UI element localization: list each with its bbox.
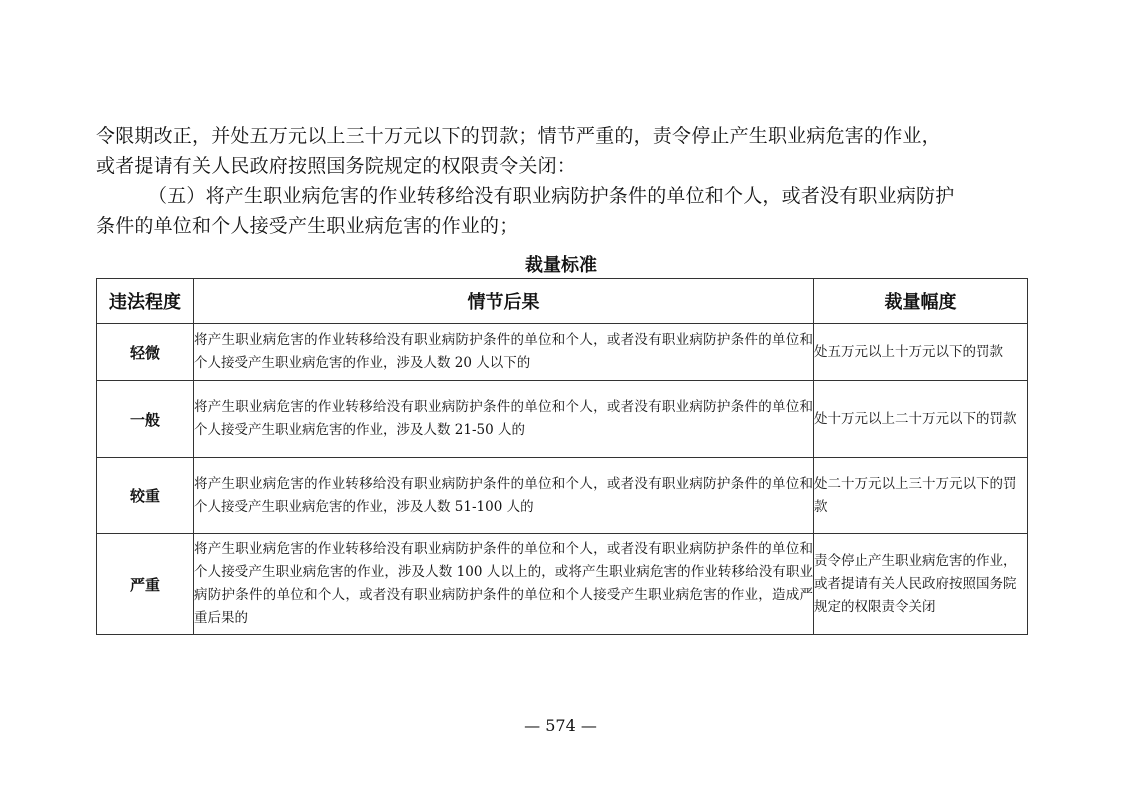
row-penalty: 处二十万元以上三十万元以下的罚款 [814, 458, 1028, 534]
table-title: 裁量标准 [525, 255, 597, 276]
row-penalty: 处五万元以上十万元以下的罚款 [814, 324, 1028, 381]
row-description: 将产生职业病危害的作业转移给没有职业病防护条件的单位和个人，或者没有职业病防护条件的单位和个人接受产生职业病危害的作业，涉及人数 20 人以下的 [194, 324, 814, 381]
table-row [97, 381, 1028, 458]
header-penalty-range: 裁量幅度 [814, 279, 1028, 324]
paragraph-2 [96, 181, 1031, 241]
table-row [97, 324, 1028, 381]
row-level: 较重 [97, 458, 194, 534]
page-number: — 574 — [524, 716, 597, 735]
table-row [97, 534, 1028, 635]
row-description: 将产生职业病危害的作业转移给没有职业病防护条件的单位和个人，或者没有职业病防护条件的单位和个人接受产生职业病危害的作业，涉及人数 100 人以上的，或将产生职业病危害的作业转移给没有职业病防护条件的单位和个人，或者没有职业病防护条件的单位和个人接受产生职业病危害的作业，造成严重后果的 [194, 534, 814, 635]
row-description: 将产生职业病危害的作业转移给没有职业病防护条件的单位和个人，或者没有职业病防护条件的单位和个人接受产生职业病危害的作业，涉及人数 51-100 人的 [194, 458, 814, 534]
paragraph-2-line-1: （五）将产生职业病危害的作业转移给没有职业病防护条件的单位和个人，或者没有职业病防护 [148, 185, 955, 207]
row-description: 将产生职业病危害的作业转移给没有职业病防护条件的单位和个人，或者没有职业病防护条件的单位和个人接受产生职业病危害的作业，涉及人数 21-50 人的 [194, 381, 814, 458]
table-row [97, 458, 1028, 534]
paragraph-2-line-2: 条件的单位和个人接受产生职业病危害的作业的； [96, 215, 519, 237]
paragraph-1-line-2: 或者提请有关人民政府按照国务院规定的权限责令关闭： [96, 155, 577, 177]
header-circumstances: 情节后果 [194, 279, 814, 324]
header-violation-level: 违法程度 [97, 279, 194, 324]
row-level: 一般 [97, 381, 194, 458]
paragraph-1-line-1: 令限期改正，并处五万元以上三十万元以下的罚款；情节严重的，责令停止产生职业病危害的作业， [96, 125, 941, 147]
table-header-row [97, 279, 1028, 324]
paragraph-1 [96, 121, 1031, 181]
row-penalty: 处十万元以上二十万元以下的罚款 [814, 381, 1028, 458]
row-level: 严重 [97, 534, 194, 635]
row-penalty: 责令停止产生职业病危害的作业，或者提请有关人民政府按照国务院规定的权限责令关闭 [814, 534, 1028, 635]
discretion-standard-table [96, 278, 1028, 635]
row-level: 轻微 [97, 324, 194, 381]
